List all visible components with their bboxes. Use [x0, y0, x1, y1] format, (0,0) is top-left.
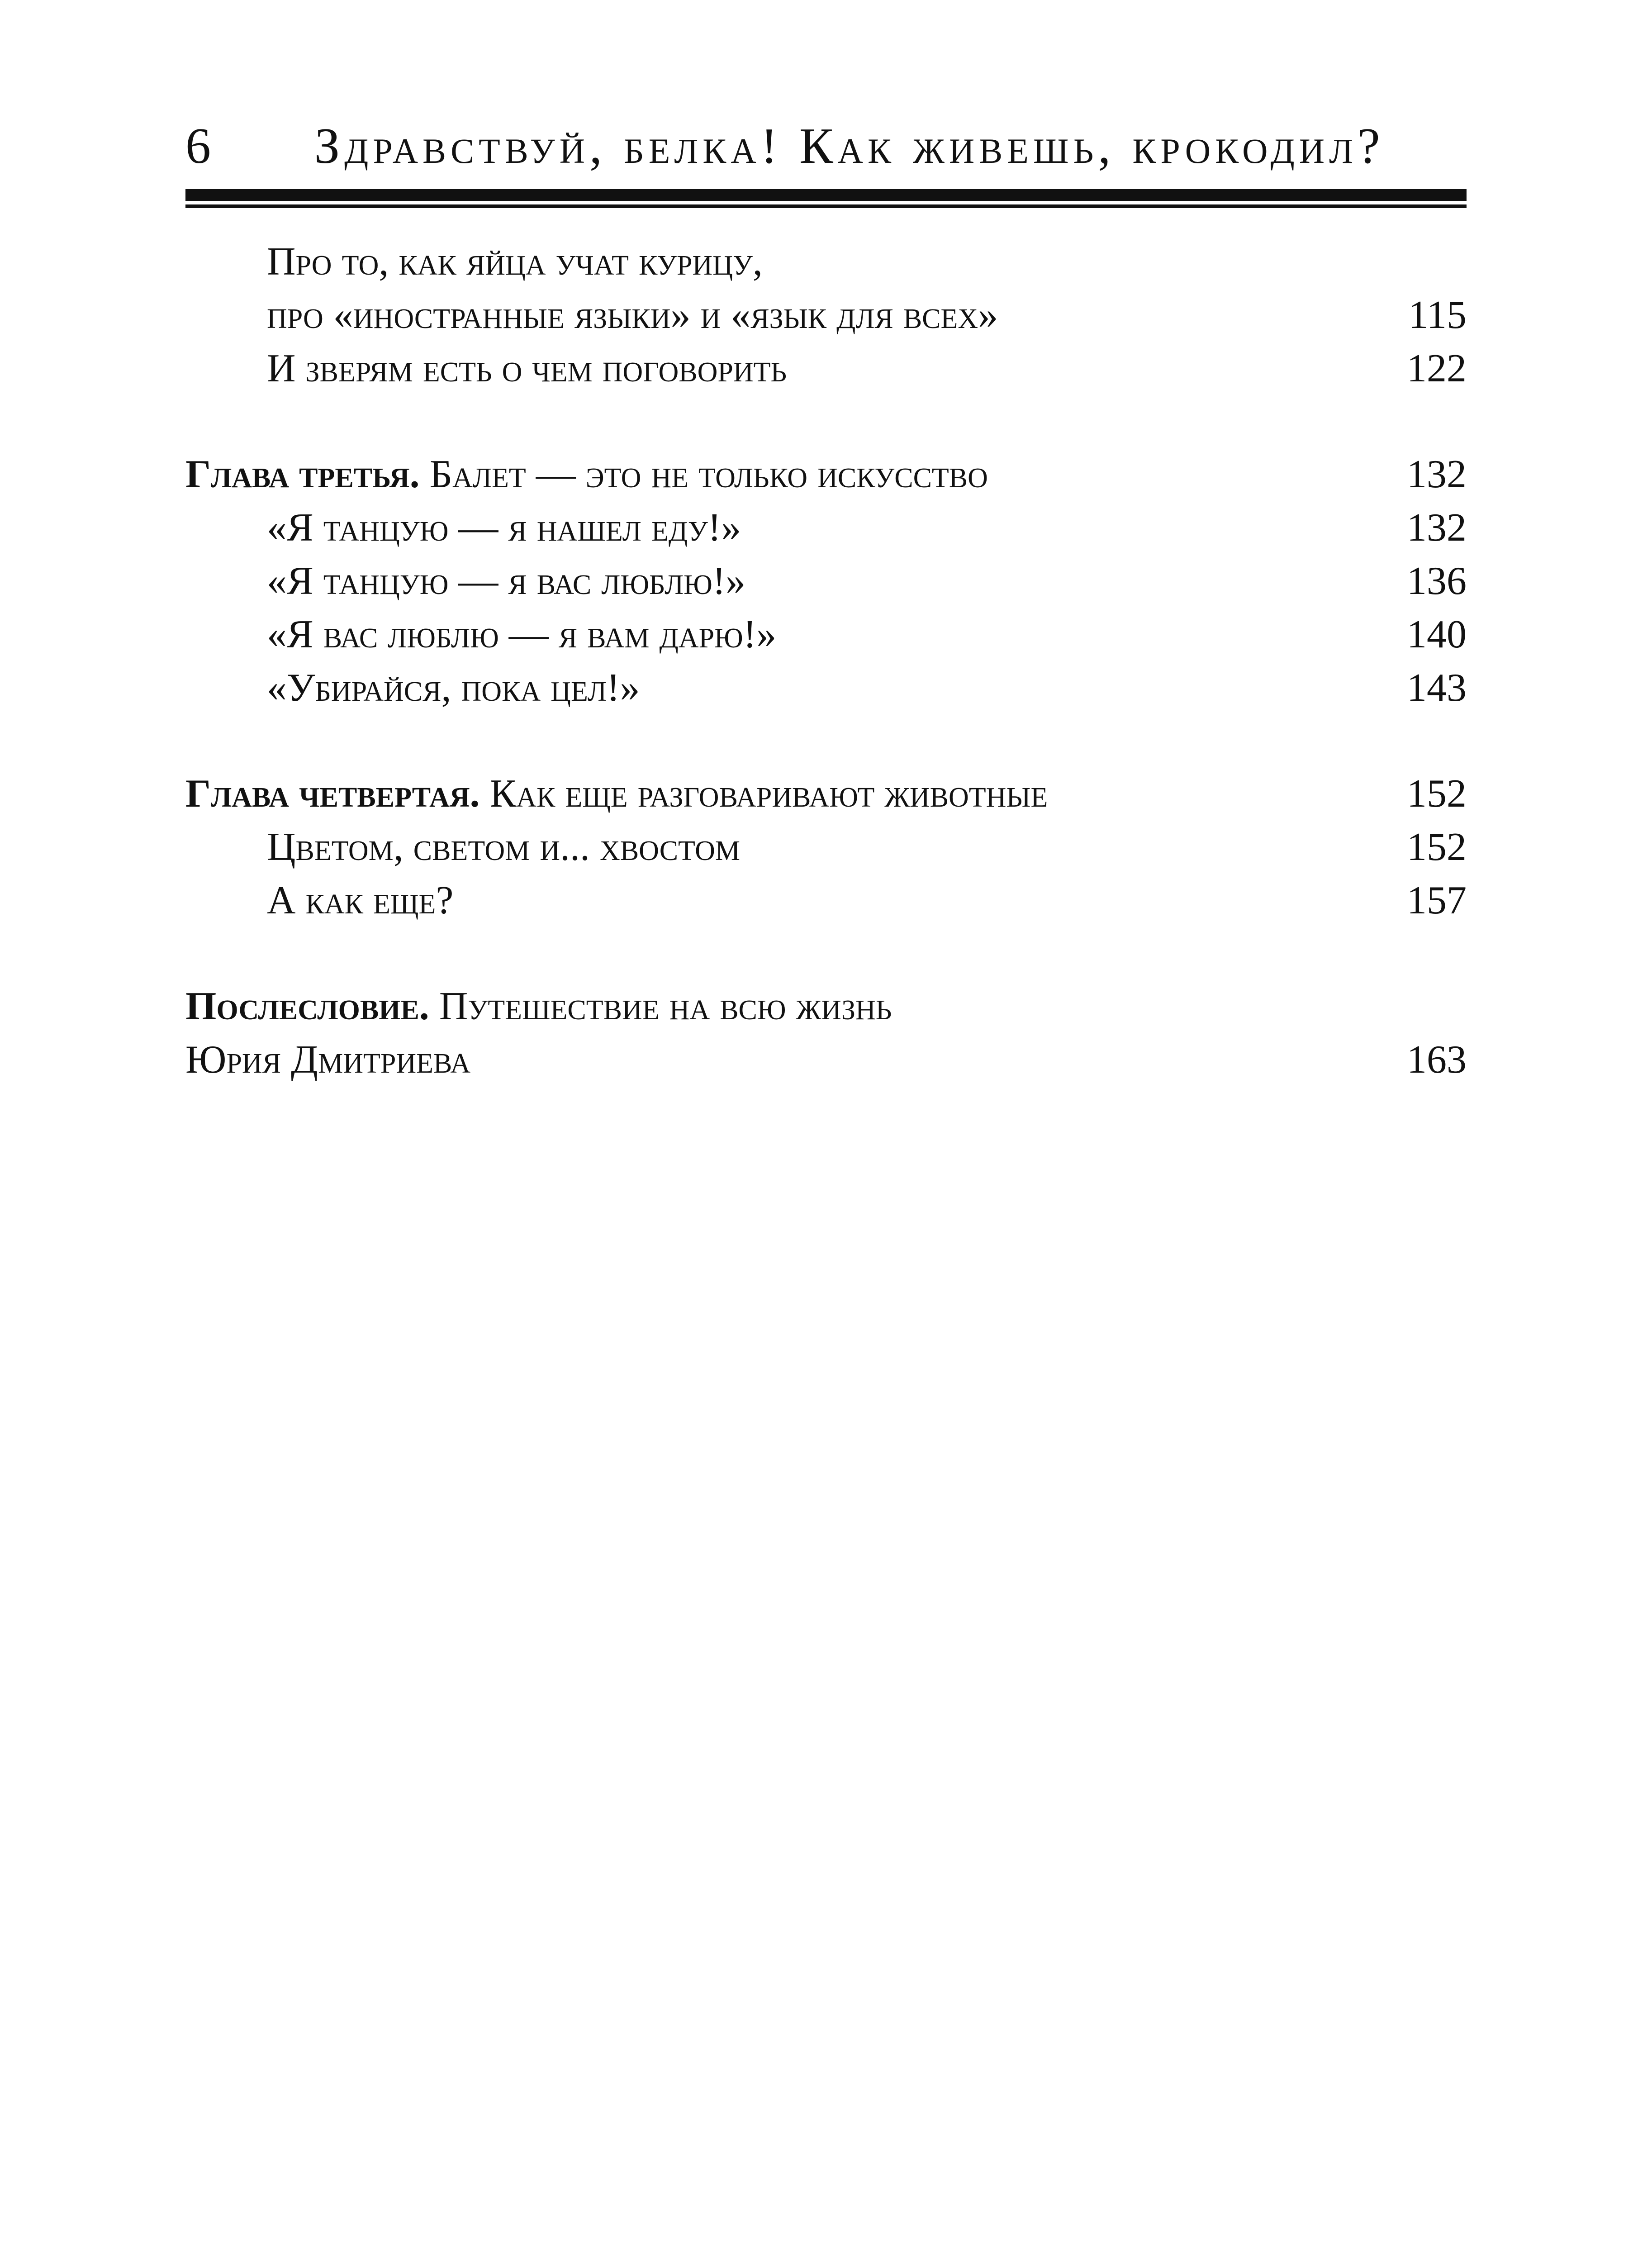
toc-chapter-title: Как еще разговаривают животные [489, 772, 1048, 816]
toc-entry [185, 289, 1467, 342]
header-rule-thin [185, 204, 1467, 208]
section-gap [185, 395, 1467, 448]
toc-entry [185, 235, 1467, 289]
toc-entry [185, 821, 1467, 874]
header-rule-thick [185, 189, 1467, 201]
toc-entry-title: «Я танцую — я нашел еду!» [267, 506, 741, 550]
toc-entry-page: 163 [1407, 1038, 1467, 1082]
toc-chapter-lead: Глава четвертая. [185, 772, 480, 816]
page-header [185, 117, 1467, 176]
toc-chapter [185, 448, 1467, 501]
page-number: 6 [185, 118, 211, 174]
toc-chapter [185, 980, 1467, 1033]
toc-chapter-lead: Послесловие. [185, 984, 429, 1028]
toc-entry-title: про «иностранные языки» и «язык для всех» [267, 293, 998, 337]
toc-entry-page: 115 [1408, 293, 1467, 337]
toc-chapter-title: Балет — это не только искусство [429, 452, 988, 496]
toc-entry-title: «Убирайся, пока цел!» [267, 666, 640, 710]
toc-entry-title: «Я вас люблю — я вам дарю!» [267, 613, 777, 656]
toc-entry [185, 874, 1467, 927]
toc-entry-title: И зверям есть о чем поговорить [267, 347, 787, 390]
toc-entry-page: 143 [1407, 666, 1467, 710]
toc-entry-page: 152 [1407, 772, 1467, 816]
toc-entry-page: 122 [1407, 347, 1467, 390]
toc-entry [185, 661, 1467, 715]
toc-chapter-title: Путешествие на всю жизнь [439, 984, 892, 1028]
toc-entry-page: 132 [1407, 452, 1467, 496]
toc-entry-title: Цветом, светом и... хвостом [267, 825, 741, 869]
running-title: Здравствуй, белка! Как живешь, крокодил? [314, 118, 1385, 174]
toc-entry [185, 501, 1467, 555]
toc-entry-page: 140 [1407, 613, 1467, 656]
toc-chapter-lead: Глава третья. [185, 452, 420, 496]
toc-entry-title: Про то, как яйца учат курицу, [267, 240, 763, 284]
toc-chapter [185, 767, 1467, 821]
toc-entry-page: 136 [1407, 559, 1467, 603]
toc-entry [185, 555, 1467, 608]
toc-entry-page: 152 [1407, 825, 1467, 869]
section-gap [185, 715, 1467, 767]
header-rule [185, 189, 1467, 209]
toc-entry-title: Юрия Дмитриева [185, 1038, 471, 1082]
toc-entry-page: 132 [1407, 506, 1467, 550]
toc-entry-continuation [185, 1033, 1467, 1087]
section-gap [185, 927, 1467, 980]
toc-entry-title: «Я танцую — я вас люблю!» [267, 559, 746, 603]
table-of-contents [185, 235, 1467, 1087]
toc-entry [185, 608, 1467, 661]
toc-entry [185, 342, 1467, 395]
toc-entry-title: А как еще? [267, 879, 454, 922]
toc-entry-page: 157 [1407, 879, 1467, 922]
